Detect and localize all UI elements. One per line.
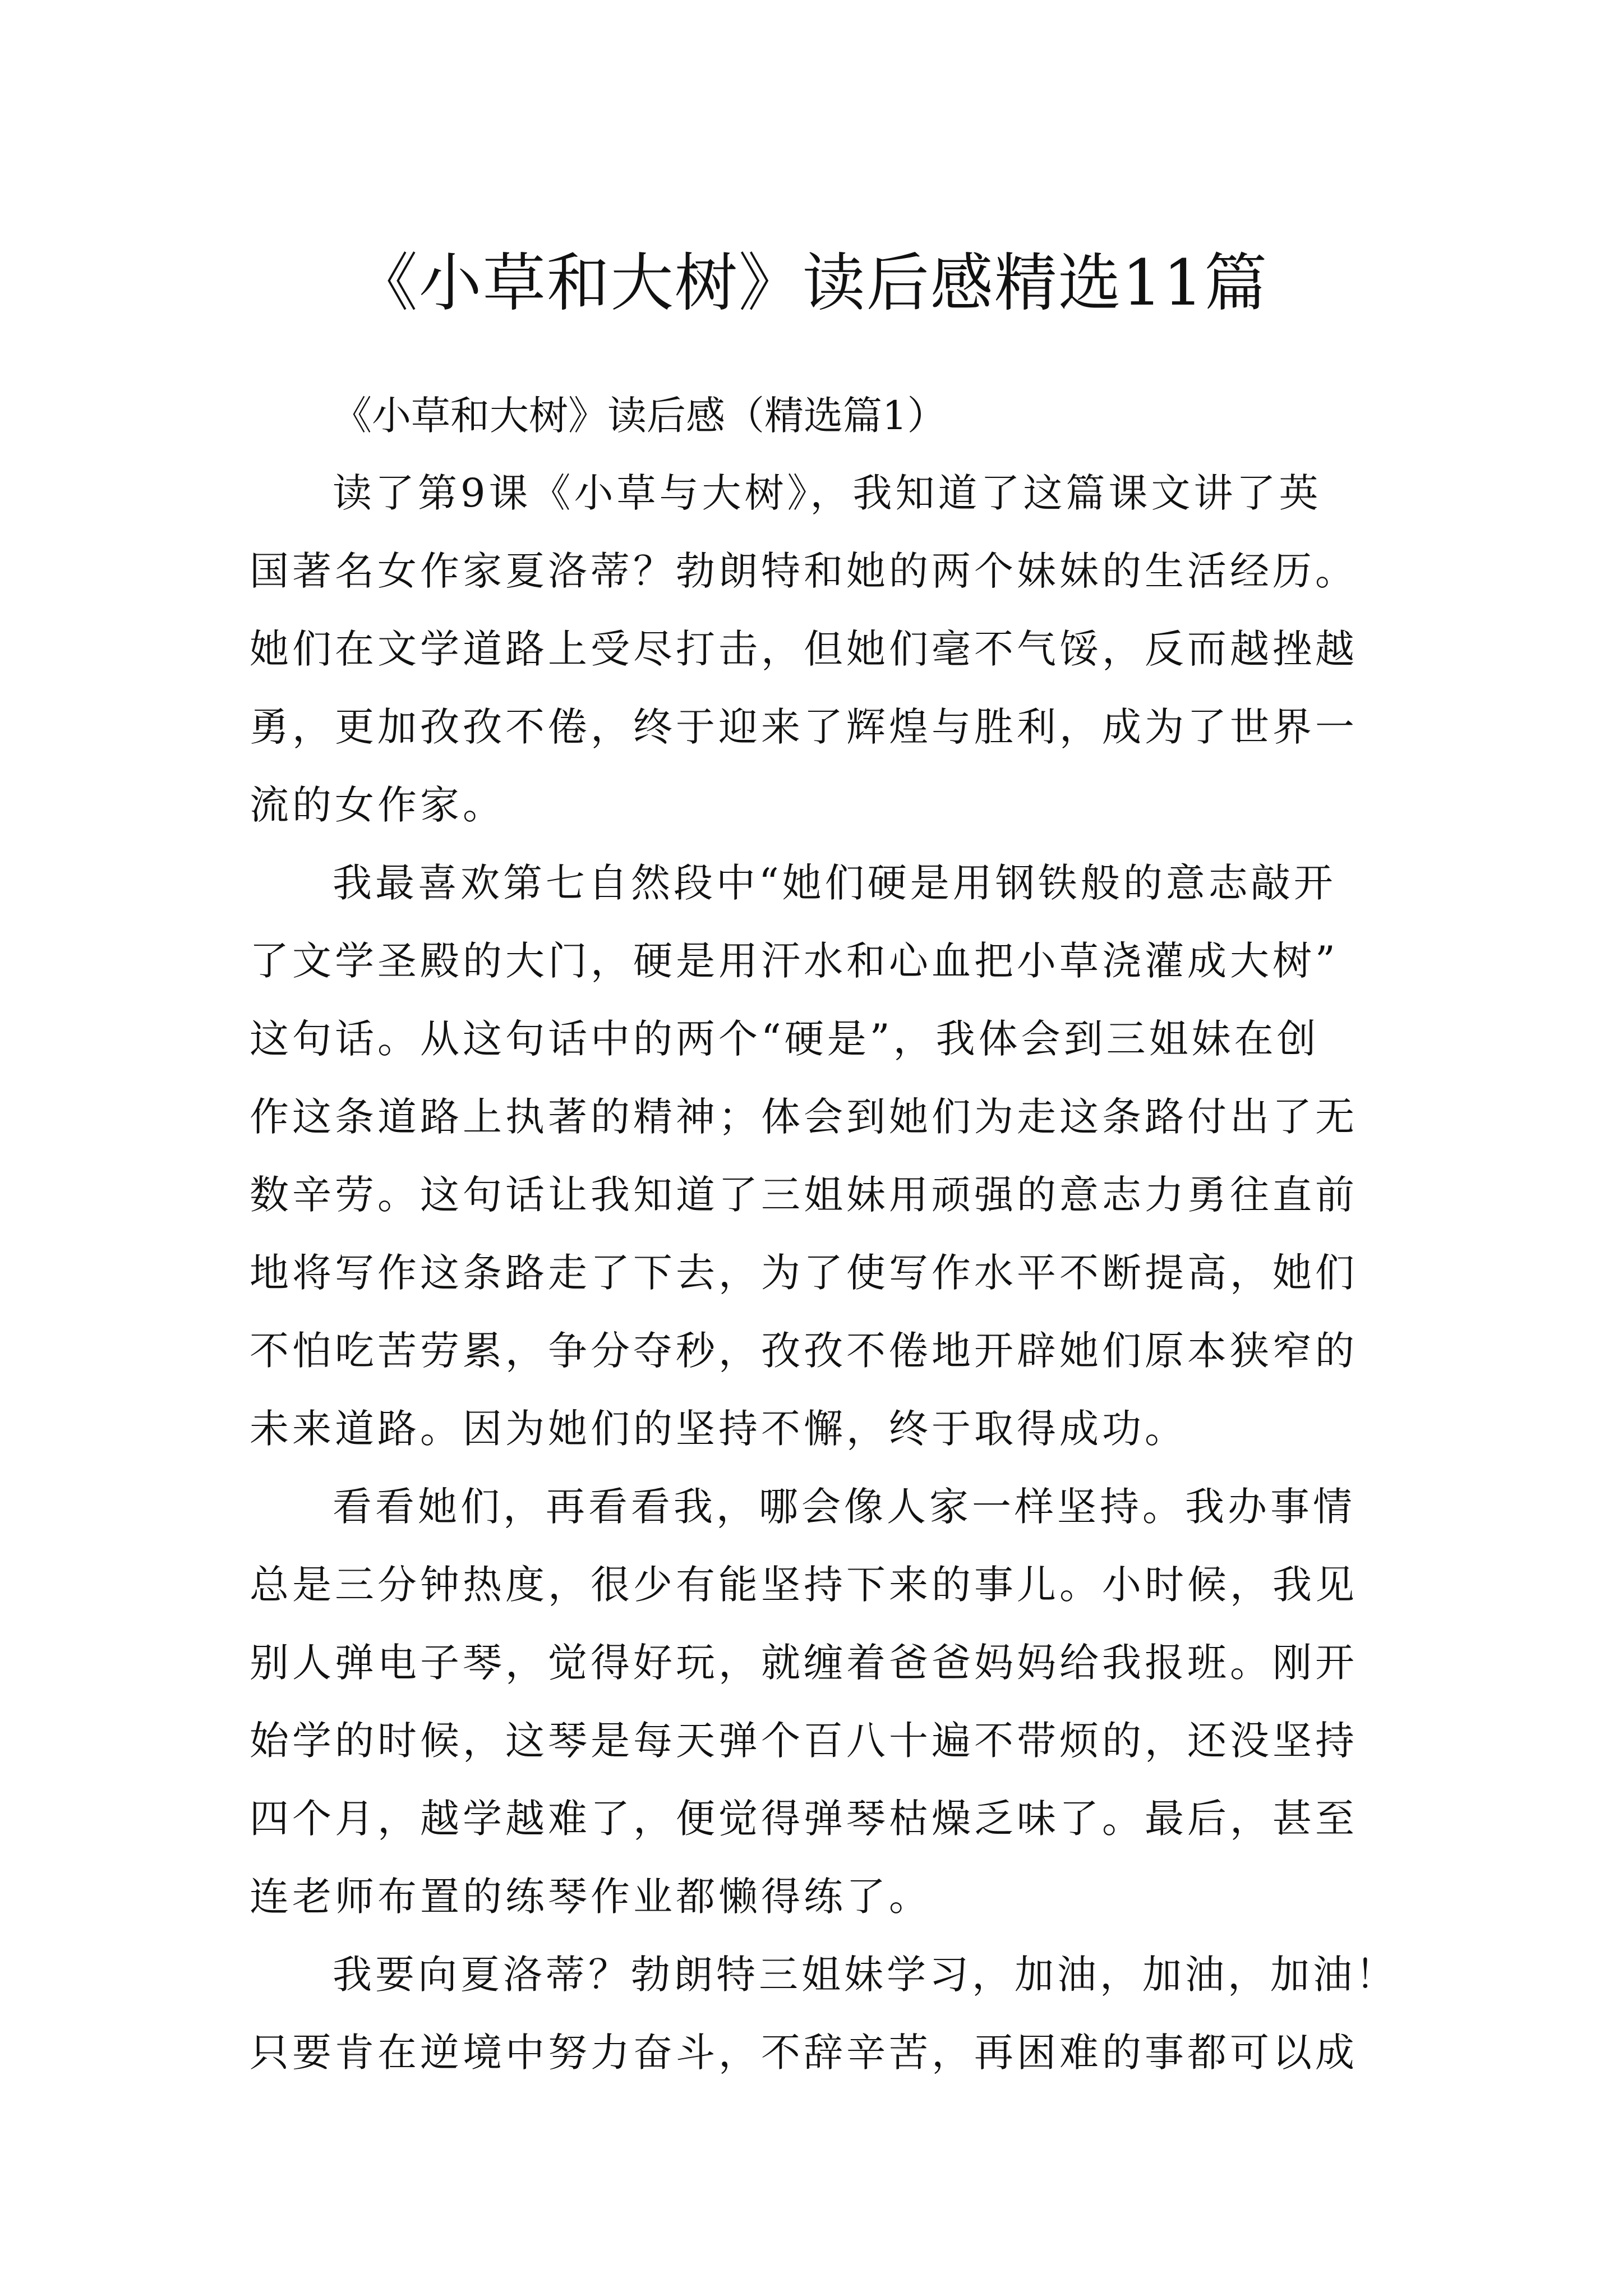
document-body xyxy=(250,377,1398,2092)
paragraph-line: 我要向夏洛蒂？勃朗特三姐妹学习，加油，加油，加油！ xyxy=(333,1952,1398,1998)
paragraph-line: 总是三分钟热度，很少有能坚持下来的事儿。小时候，我见 xyxy=(250,1562,1358,1608)
paragraph-line: 流的女作家。 xyxy=(250,782,505,828)
paragraph-line: 我最喜欢第七自然段中“她们硬是用钢铁般的意志敲开 xyxy=(333,860,1336,906)
document-title: 《小草和大树》读后感精选11篇 xyxy=(354,247,1269,320)
paragraph-line: 读了第9课《小草与大树》，我知道了这篇课文讲了英 xyxy=(333,470,1322,516)
paragraph-line: 数辛劳。这句话让我知道了三姐妹用顽强的意志力勇往直前 xyxy=(250,1172,1358,1218)
paragraph-line: 地将写作这条路走了下去，为了使写作水平不断提高，她们 xyxy=(250,1250,1358,1296)
paragraph-line: 这句话。从这句话中的两个“硬是”，我体会到三姐妹在创 xyxy=(250,1016,1320,1062)
paragraph-line: 了文学圣殿的大门，硬是用汗水和心血把小草浇灌成大树” xyxy=(250,938,1339,984)
paragraph-line: 国著名女作家夏洛蒂？勃朗特和她的两个妹妹的生活经历。 xyxy=(250,548,1358,594)
paragraph-line: 别人弹电子琴，觉得好玩，就缠着爸爸妈妈给我报班。刚开 xyxy=(250,1640,1358,1686)
paragraph-line: 勇，更加孜孜不倦，终于迎来了辉煌与胜利，成为了世界一 xyxy=(250,704,1358,750)
paragraph xyxy=(250,844,1371,1468)
paragraph-line: 她们在文学道路上受尽打击，但她们毫不气馁，反而越挫越 xyxy=(250,626,1358,672)
paragraph xyxy=(250,1468,1371,1936)
paragraph xyxy=(250,1936,1398,2092)
paragraph-line: 未来道路。因为她们的坚持不懈，终于取得成功。 xyxy=(250,1406,1187,1452)
paragraph-line: 四个月，越学越难了，便觉得弹琴枯燥乏味了。最后，甚至 xyxy=(250,1796,1358,1842)
paragraph-list xyxy=(250,454,1398,2092)
paragraph-line: 不怕吃苦劳累，争分夺秒，孜孜不倦地开辟她们原本狭窄的 xyxy=(250,1328,1358,1374)
paragraph-line: 始学的时候，这琴是每天弹个百八十遍不带烦的，还没坚持 xyxy=(250,1718,1358,1764)
paragraph-line: 看看她们，再看看我，哪会像人家一样坚持。我办事情 xyxy=(333,1484,1355,1530)
paragraph-line: 只要肯在逆境中努力奋斗，不辞辛苦，再困难的事都可以成 xyxy=(250,2030,1358,2076)
paragraph xyxy=(250,454,1371,844)
paragraph-line: 连老师布置的练琴作业都懒得练了。 xyxy=(250,1874,932,1920)
section-heading: 《小草和大树》读后感（精选篇1） xyxy=(333,393,947,439)
paragraph-line: 作这条道路上执著的精神；体会到她们为走这条路付出了无 xyxy=(250,1094,1358,1140)
